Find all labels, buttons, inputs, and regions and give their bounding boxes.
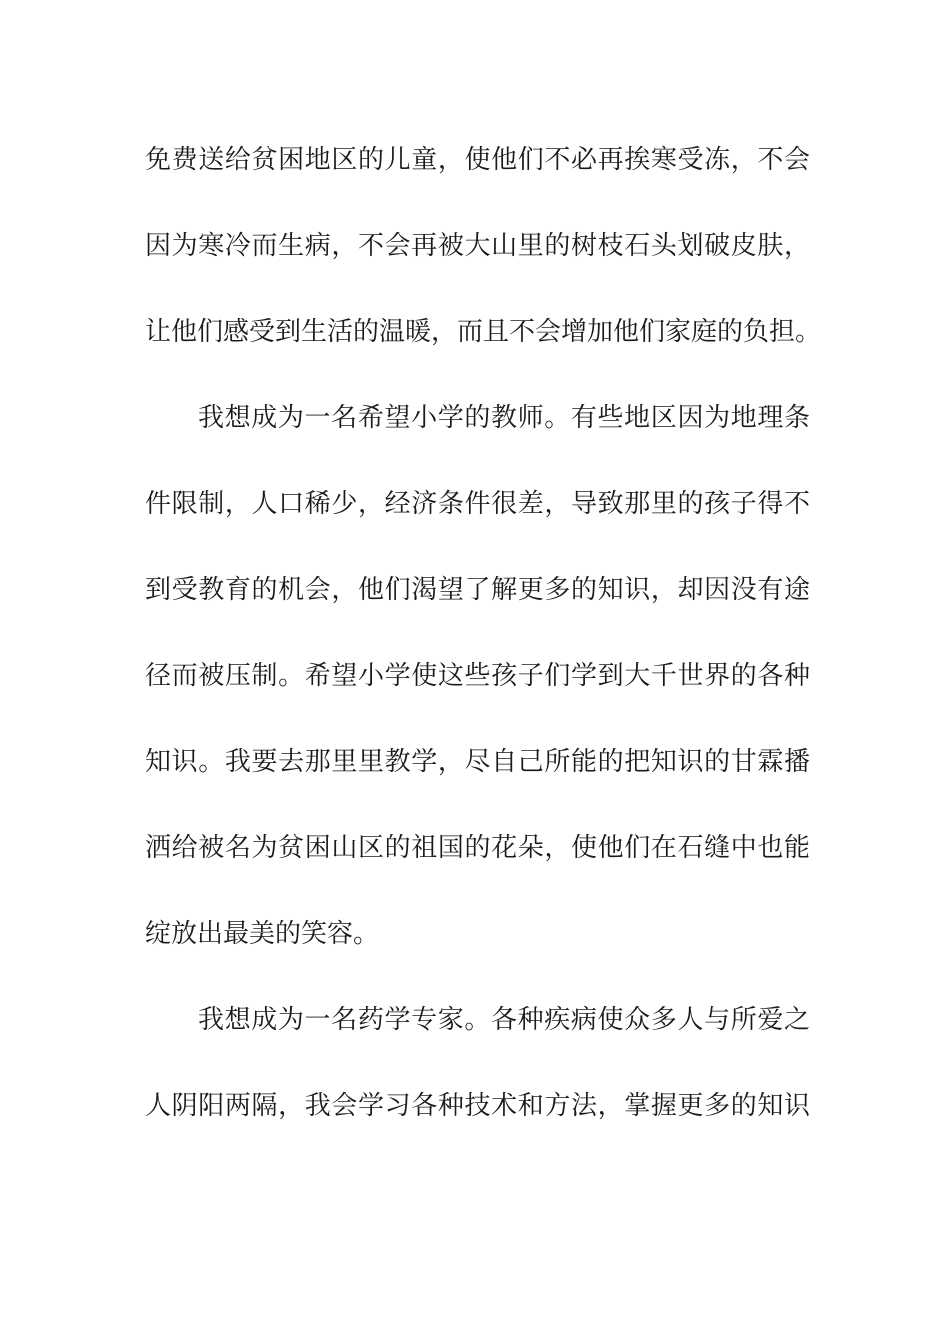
text-line: 洒给被名为贫困山区的祖国的花朵，使他们在石缝中也能	[145, 833, 810, 863]
paragraph-first-line: 我想成为一名药学专家。各种疾病使众多人与所爱之	[198, 1005, 810, 1035]
text-line: 知识。我要去那里里教学，尽自己所能的把知识的甘霖播	[145, 747, 810, 777]
text-line: 人阴阳两隔，我会学习各种技术和方法，掌握更多的知识	[145, 1091, 810, 1121]
text-line: 到受教育的机会，他们渴望了解更多的知识，却因没有途	[145, 575, 810, 605]
text-line: 径而被压制。希望小学使这些孩子们学到大千世界的各种	[145, 661, 810, 691]
paragraph-last-line: 绽放出最美的笑容。	[145, 919, 380, 949]
text-line: 件限制，人口稀少，经济条件很差，导致那里的孩子得不	[145, 489, 810, 519]
text-line: 免费送给贫困地区的儿童，使他们不必再挨寒受冻，不会	[145, 145, 810, 175]
text-line: 让他们感受到生活的温暖，而且不会增加他们家庭的负担。	[145, 317, 822, 347]
text-line: 因为寒冷而生病，不会再被大山里的树枝石头划破皮肤，	[145, 231, 810, 261]
paragraph-first-line: 我想成为一名希望小学的教师。有些地区因为地理条	[198, 403, 810, 433]
